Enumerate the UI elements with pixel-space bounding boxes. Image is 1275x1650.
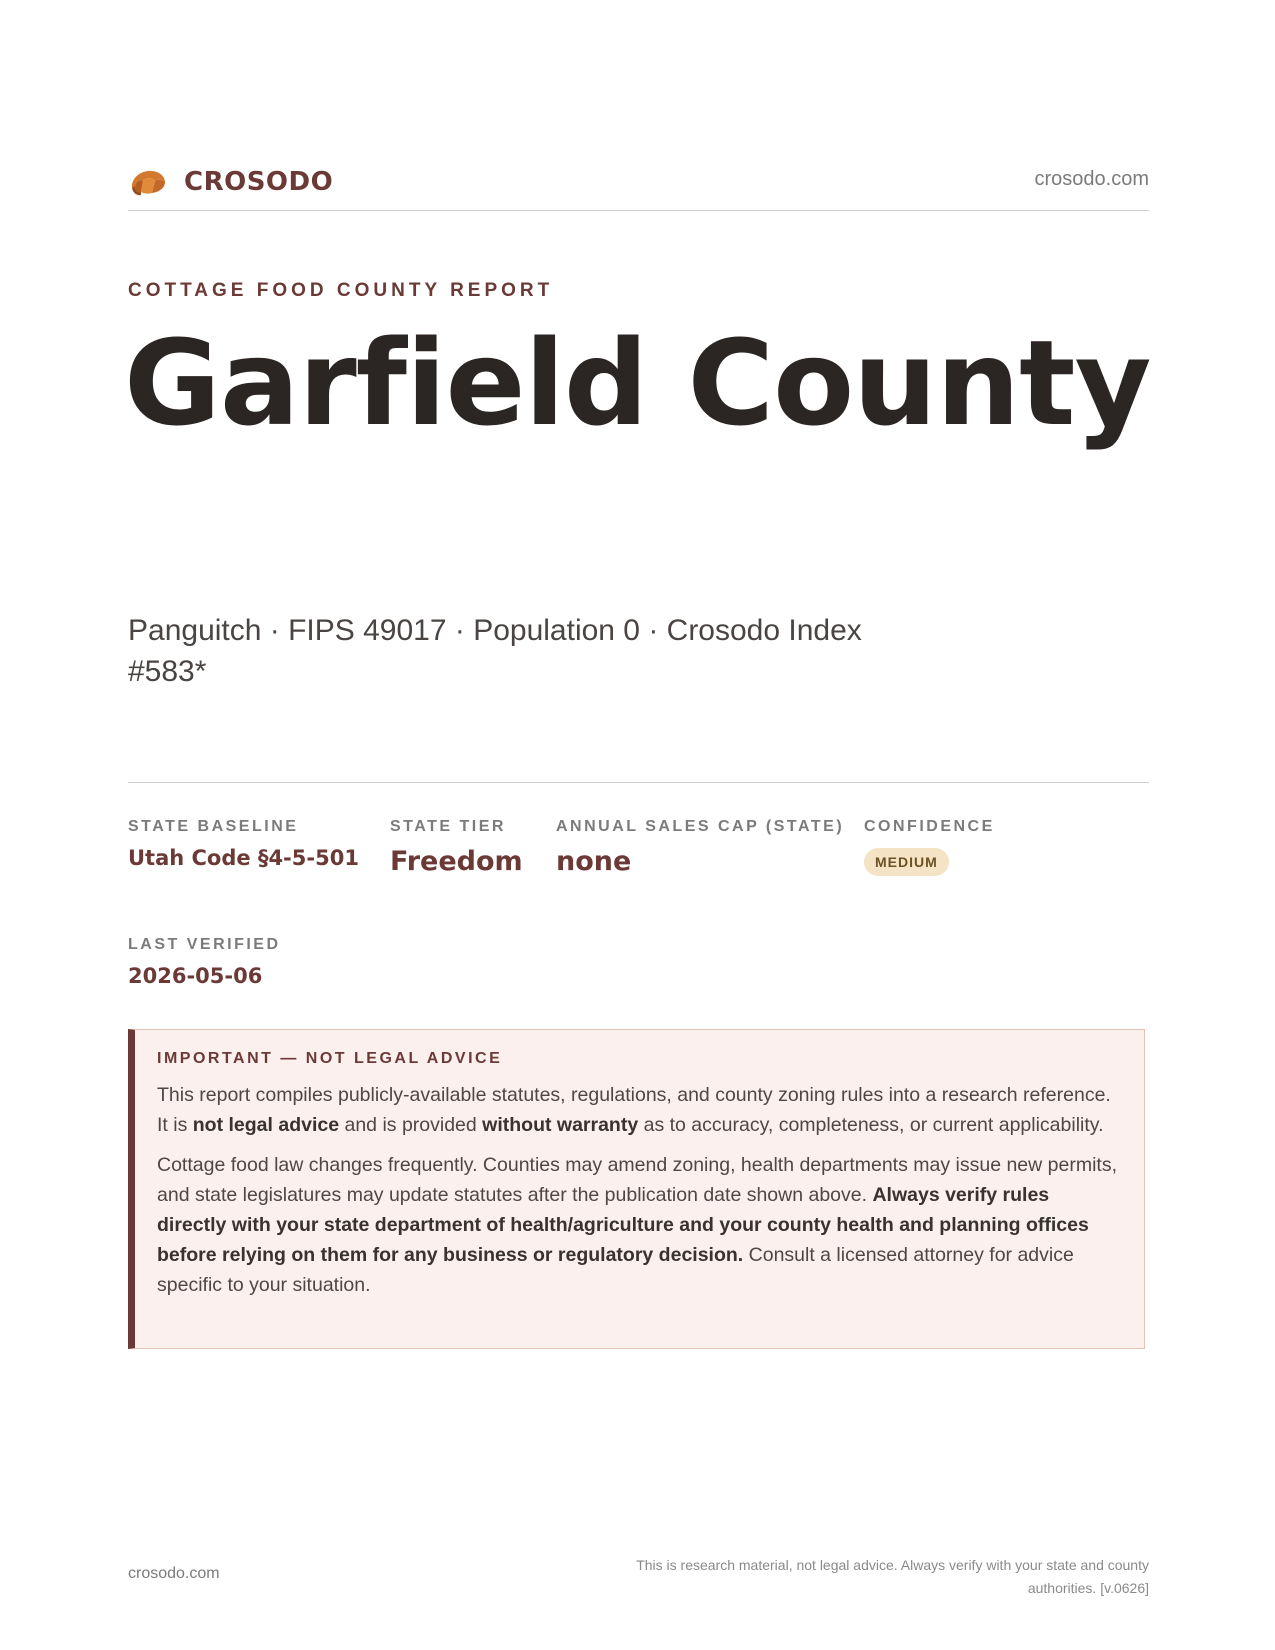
divider <box>128 782 1149 783</box>
legal-notice <box>128 1029 1145 1349</box>
brand-name: CROSODO <box>184 167 334 197</box>
page-subtitle: Panguitch · FIPS 49017 · Population 0 · Crosodo Index #583* <box>128 614 862 688</box>
stat-label: LAST VERIFIED <box>128 936 281 953</box>
page-header <box>128 158 1149 211</box>
notice-emphasis: not legal advice <box>192 1114 340 1136</box>
croissant-icon <box>128 162 168 202</box>
stat-state-tier <box>390 818 523 877</box>
stat-value: none <box>556 846 632 877</box>
notice-title: IMPORTANT — NOT LEGAL ADVICE <box>157 1050 503 1067</box>
footer-site[interactable]: crosodo.com <box>128 1565 220 1582</box>
stat-value: 2026-05-06 <box>128 964 263 988</box>
page-title: Garfield County <box>124 314 1151 452</box>
notice-text: Consult a licensed attorney for advice specific to your situation. <box>157 1244 1074 1296</box>
notice-text: This report compiles publicly-available statutes, regulations, and county zoning rules into a research reference. It is <box>157 1084 1111 1136</box>
notice-emphasis: without warranty <box>482 1114 639 1136</box>
stat-label: CONFIDENCE <box>864 818 995 835</box>
notice-paragraph-1 <box>157 1080 1118 1140</box>
stat-value: Utah Code §4-5-501 <box>128 846 359 870</box>
site-link[interactable]: crosodo.com <box>1034 168 1149 190</box>
brand[interactable] <box>128 162 333 202</box>
notice-paragraph-2 <box>157 1150 1118 1300</box>
stat-value: Freedom <box>390 846 523 877</box>
stat-label: ANNUAL SALES CAP (STATE) <box>556 818 845 835</box>
report-page <box>124 0 1151 1650</box>
stat-last-verified <box>128 936 281 988</box>
notice-text: Cottage food law changes frequently. Counties may amend zoning, health departments may issue new permits, and state legislatures may update statutes after the publication date shown above. <box>157 1154 1117 1206</box>
stat-sales-cap <box>556 818 844 877</box>
notice-emphasis: Always verify rules directly with your state department of health/agriculture and your county health and planning offices before relying on them for any business or regulatory decision. <box>157 1184 1089 1266</box>
confidence-badge: MEDIUM <box>864 848 949 876</box>
stat-state-baseline <box>128 818 359 870</box>
stat-label: STATE BASELINE <box>128 818 299 835</box>
stat-confidence <box>864 818 995 876</box>
notice-text: as to accuracy, completeness, or current applicability. <box>638 1114 1104 1136</box>
stat-label: STATE TIER <box>390 818 506 835</box>
notice-text: and is provided <box>339 1114 483 1136</box>
report-eyebrow: COTTAGE FOOD COUNTY REPORT <box>128 280 554 301</box>
footer-disclaimer: This is research material, not legal advice. Always verify with your state and county authorities. [v.0626] <box>636 1557 1149 1596</box>
